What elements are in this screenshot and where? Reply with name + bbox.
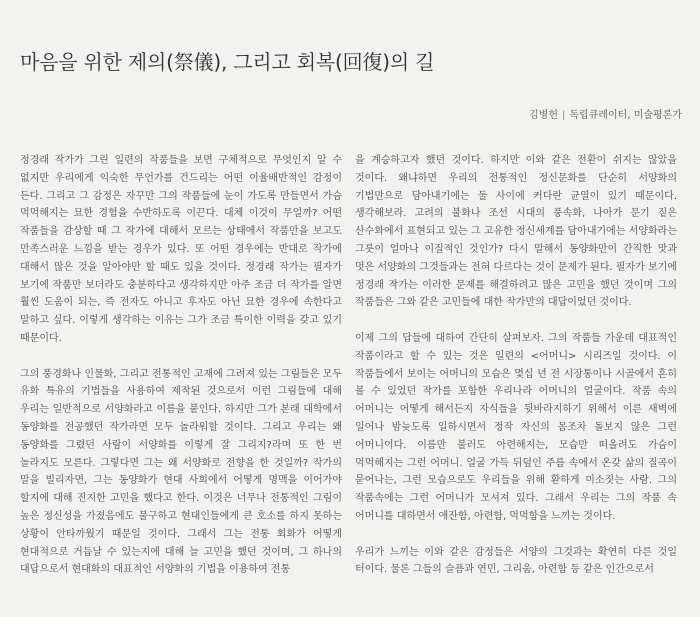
paragraph: 우리가 느끼는 이와 같은 감정들은 서양의 그것과는 확연히 다른 것일 터이다. 물론 그들의 슬픔과 연민, 그리움, 아련함 등 같은 인간으로서 (355, 546, 677, 576)
paragraph: 을 계승하고자 했던 것이다. 하지만 이와 같은 전환이 쉬지는 않았을 것이다. 왜냐하면 우리의 전통적인 정신문화를 단순히 서양화의 기법만으로 담아내기에는 둘 사이에 커다란 균열이 있기 때문이다. 생각해보라. 고려의 불화나 조선 시대의 풍속화, 나아가 문기 짙은 산수화에서 표현되고 있는 그 고유한 정신세계를 담아내기에는 서양화라는 그릇이 얼마나 이질적인 것인가? 다시 말해서 동양화만이 간직한 맛과 멋은 서양화의 그것들과는 전혀 다르다는 것이 문제가 된다. 필자가 보기에 정경래 작가는 이러한 문제를 해결하려고 많은 고민을 했던 것이며 그의 작품들은 그와 같은 고민들에 대한 작가만의 대답이었던 것이다. (355, 155, 677, 309)
paragraph: 이제 그의 답들에 대하여 간단히 살펴보자. 그의 작품들 가운데 대표적인 작품이라고 할 수 있는 것은 일련의 <어머니> 시리즈일 것이다. 이 작품들에서 보이는 어머니의 모습은 몇십 년 전 시장통이나 시골에서 흔히 볼 수 있었던 작가를 포함한 우리나라 어머니의 얼굴이다. 작품 속의 어머니는 어떻게 해서든지 자식들을 뒷바라지하기 위해서 이른 새벽에 일어나 밤늦도록 일하시면서 정작 자신의 몸조차 돌보지 않은 그런 어머니이다. 이름만 불러도 아련해지는, 모습만 떠올려도 가슴이 먹먹해지는 그런 어머니. 얼굴 가득 뒤덮인 주름 속에서 온갖 삶의 질곡이 묻어나는, 그런 모습으로도 우리들을 위해 환하게 미소짓는 사람. 그의 작품속에는 그런 어머니가 모셔져 있다. 그래서 우리는 그의 작품 속 어머니를 대하면서 애잔함, 아련함, 먹먹함을 느끼는 것이다. (355, 332, 677, 522)
byline-divider: | (562, 110, 566, 121)
author-role: 독립큐레이터, 미술평론가 (569, 110, 682, 121)
article-title: 마음을 위한 제의(祭儀), 그리고 회복(回復)의 길 (20, 50, 435, 74)
author-name: 김병헌 (529, 110, 558, 121)
paragraph: 그의 풍경화나 인물화, 그리고 전통적인 고재에 그려져 있는 그림들은 모두 유화 특유의 기법들을 사용하여 제작된 것으로서 이런 그림들에 대해 우리는 일반적으로 서양화라고 이름을 붙인다. 하지만 그가 본래 대학에서 동양화를 전공했던 작가라면 모두 놀라워할 것이다. 그리고 우리는 왜 동양화를 그렸던 사람이 서양화를 이렇게 잘 그리지?라며 또 한 번 놀라지도 모른다. 그렇다면 그는 왜 서양화로 전향을 한 것일까? 작가의 말을 빌리자면, 그는 동양화가 현대 사회에서 어떻게 명맥을 이어가야 할지에 대해 진지한 고민을 했다고 한다. 이것은 너무나 전통적인 그림이 높은 정신성을 가졌음에도 불구하고 현대인들에게 큰 호소를 하지 못하는 상황이 안타까웠기 때문일 것이다. 그래서 그는 전통 회화가 어떻게 현대적으로 거듭날 수 있는지에 대해 늘 고민을 했던 것이며, 그 하나의 대답으로서 현대화의 대표적인 서양화의 기법을 이용하여 전통 (20, 368, 342, 576)
byline (529, 106, 682, 121)
body-column-right (355, 152, 677, 597)
body-column-left (20, 152, 342, 597)
paragraph: 정경래 작가가 그린 일련의 작품들을 보면 구체적으로 무엇인지 알 수 없지만 우리에게 익숙한 무언가를 건드리는 어떤 이율배반적인 감정이 든다. 그리고 그 감정은 자꾸만 그의 작품들에 눈이 가도록 만들면서 가슴 먹먹해지는 묘한 경험을 수반하도록 이끈다. 대체 이것이 무얼까? 어떤 작품들을 감상할 때 그 작가에 대해서 모르는 상태에서 작품만을 보고도 만족스러운 느낌을 받는 경우가 있다. 또 어떤 경우에는 반대로 작가에 대해서 많은 것을 알아야만 할 때도 있을 것이다. 정경래 작가는 필자가 보기에 작품만 보더라도 충분하다고 생각하지만 아주 조금 더 작가를 알면 훨씬 도움이 되는, 즉 전자도 아니고 후자도 아닌 묘한 경우에 속한다고 말하고 싶다. 이렇게 생각하는 이유는 그가 조금 특이한 이력을 갖고 있기 때문이다. (20, 155, 342, 344)
